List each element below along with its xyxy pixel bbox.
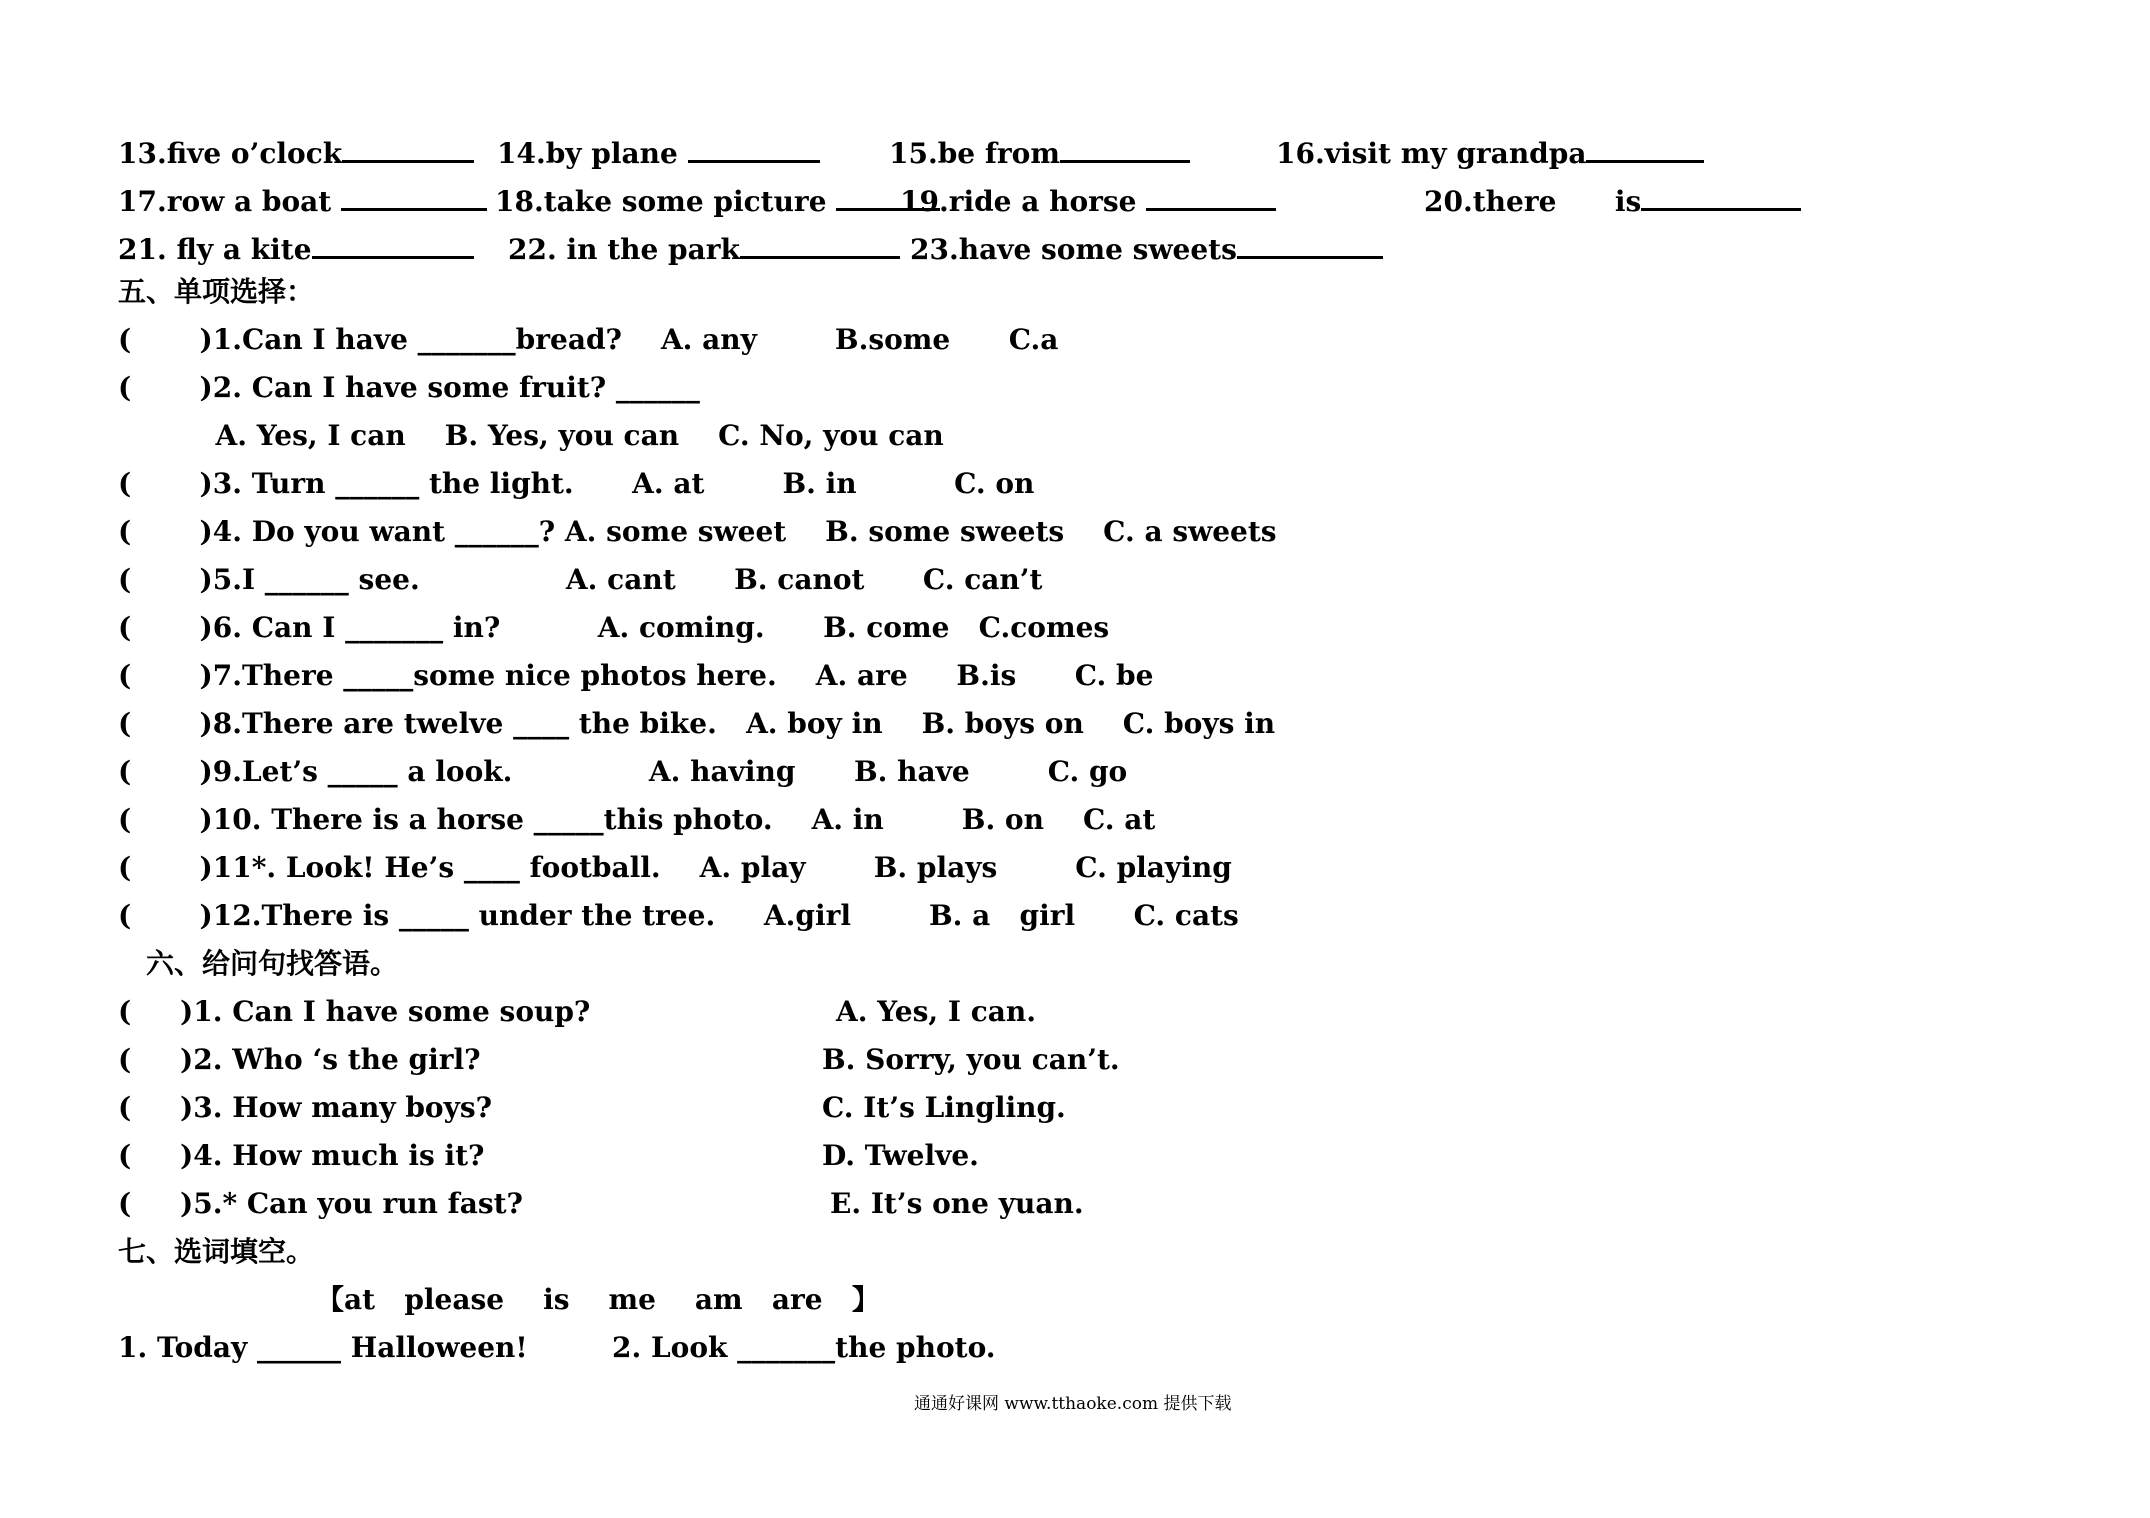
- mc-line-12: ( )12.There is _____ under the tree. A.girl B. a girl C. cats: [118, 899, 1239, 932]
- phrase-16: 16.visit my grandpa: [1276, 134, 1704, 168]
- mc-line-9: ( )9.Let’s _____ a look. A. having B. have C. go: [118, 755, 1128, 788]
- phrase-19: 19.ride a horse: [900, 182, 1276, 216]
- mc-line-11: ( )11*. Look! He’s ____ football. A. play B. plays C. playing: [118, 851, 1232, 884]
- match-answer-e: E. It’s one yuan.: [830, 1187, 1084, 1220]
- mc-line-3: ( )3. Turn ______ the light. A. at B. in C. on: [118, 467, 1035, 500]
- match-answer-d: D. Twelve.: [822, 1139, 979, 1172]
- footer-credit: 通通好课网 www.tthaoke.com 提供下载: [914, 1394, 1232, 1414]
- phrase-21: 21. fly a kite: [118, 230, 474, 264]
- fill-blank-2: 2. Look _______the photo.: [612, 1331, 996, 1364]
- mc-line-1: ( )1.Can I have _______bread? A. any B.some C.a: [118, 323, 1059, 356]
- match-answer-a: A. Yes, I can.: [836, 995, 1036, 1028]
- phrase-15: 15.be from: [889, 134, 1190, 168]
- phrase-17: 17.row a boat: [118, 182, 487, 216]
- match-question-2: ( )2. Who ‘s the girl?: [118, 1043, 481, 1076]
- mc-line-10: ( )10. There is a horse _____this photo. A. in B. on C. at: [118, 803, 1156, 836]
- phrase-20: 20.there is: [1424, 182, 1801, 216]
- mc-line-7: ( )7.There _____some nice photos here. A. are B.is C. be: [118, 659, 1154, 692]
- word-bank: 【at please is me am are 】: [316, 1283, 880, 1316]
- match-question-4: ( )4. How much is it?: [118, 1139, 485, 1172]
- mc-line-5: ( )5.I ______ see. A. cant B. canot C. can’t: [118, 563, 1043, 596]
- phrase-23: 23.have some sweets: [910, 230, 1383, 264]
- match-question-3: ( )3. How many boys?: [118, 1091, 493, 1124]
- match-answer-b: B. Sorry, you can’t.: [822, 1043, 1120, 1076]
- phrase-22: 22. in the park: [508, 230, 900, 264]
- fill-blank-1: 1. Today ______ Halloween!: [118, 1331, 528, 1364]
- section-7-heading: 七、选词填空。: [118, 1235, 315, 1268]
- match-question-5: ( )5.* Can you run fast?: [118, 1187, 523, 1220]
- match-question-1: ( )1. Can I have some soup?: [118, 995, 591, 1028]
- section-6-heading: 六、给问句找答语。: [146, 947, 399, 980]
- mc-line-2-options: A. Yes, I can B. Yes, you can C. No, you can: [118, 419, 944, 452]
- phrase-18: 18.take some picture: [495, 182, 940, 216]
- phrase-13: 13.five o’clock: [118, 134, 474, 168]
- mc-line-4: ( )4. Do you want ______? A. some sweet B. some sweets C. a sweets: [118, 515, 1277, 548]
- match-answer-c: C. It’s Lingling.: [822, 1091, 1066, 1124]
- mc-line-6: ( )6. Can I _______ in? A. coming. B. come C.comes: [118, 611, 1110, 644]
- phrase-14: 14.by plane: [497, 134, 820, 168]
- mc-line-2: ( )2. Can I have some fruit? ______: [118, 371, 700, 404]
- mc-line-8: ( )8.There are twelve ____ the bike. A. boy in B. boys on C. boys in: [118, 707, 1276, 740]
- section-5-heading: 五、单项选择：: [118, 275, 315, 308]
